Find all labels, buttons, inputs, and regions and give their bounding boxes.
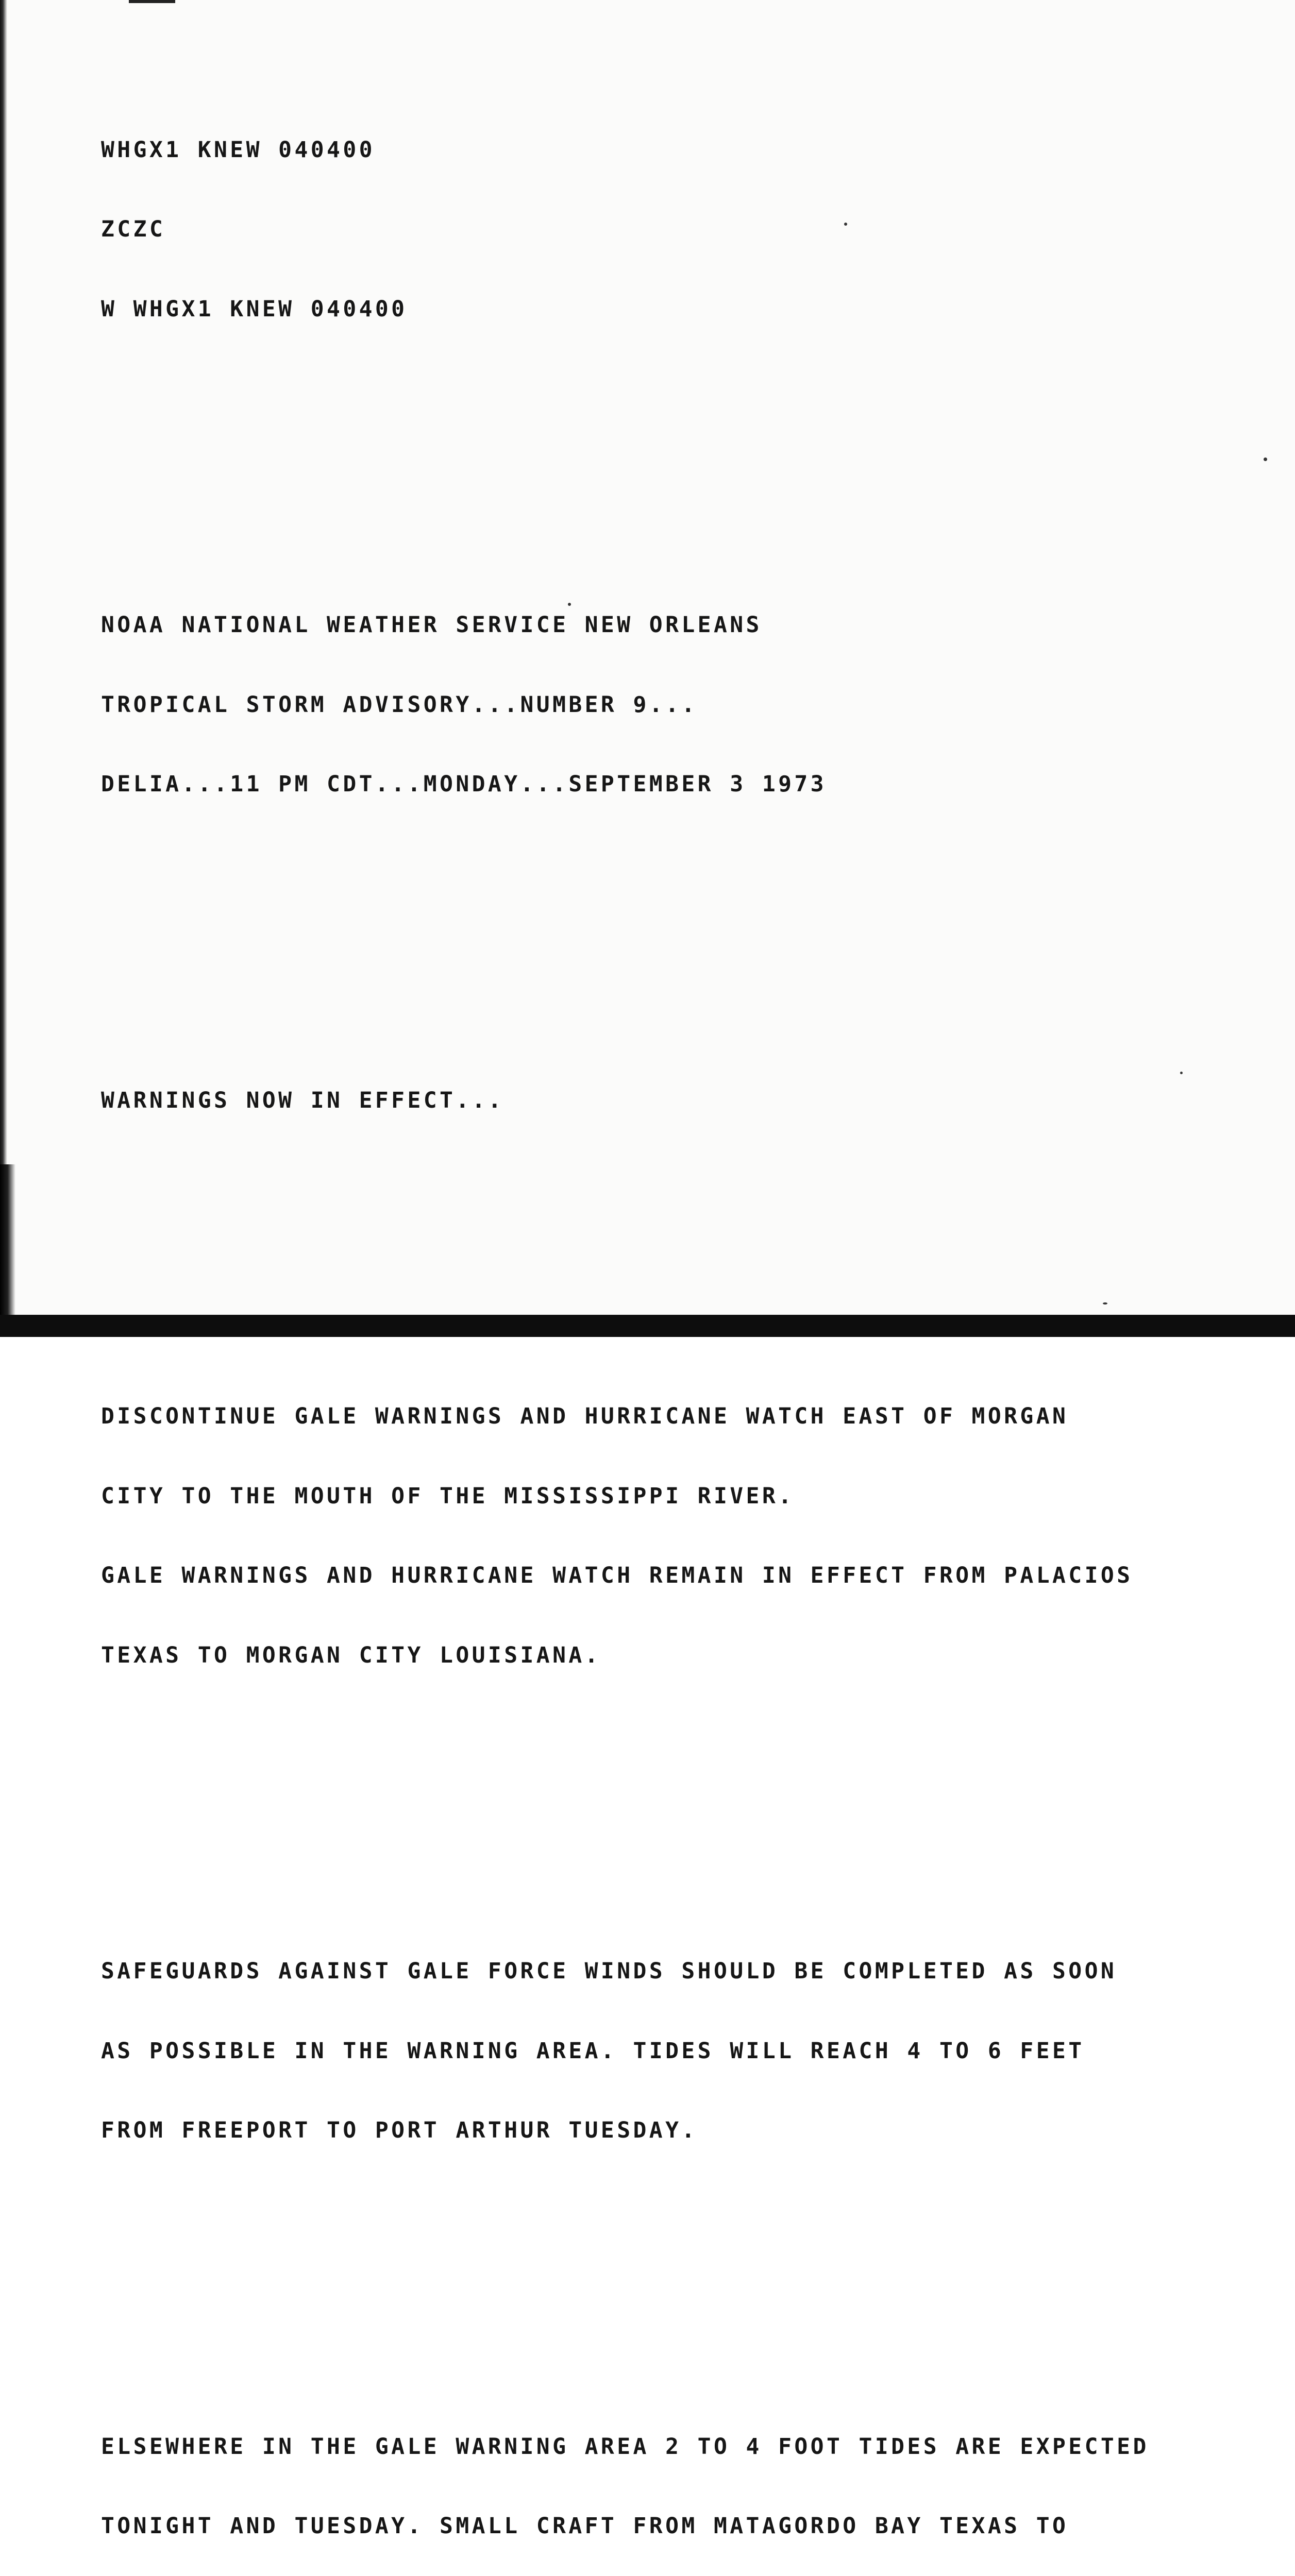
- paragraph-warnings: [101, 1350, 1255, 1722]
- spacer: [101, 1220, 1255, 1244]
- title-line: NOAA NATIONAL WEATHER SERVICE NEW ORLEANS: [101, 612, 1255, 639]
- text-line: ELSEWHERE IN THE GALE WARNING AREA 2 TO 4 FOOT TIDES ARE EXPECTED: [101, 2434, 1255, 2461]
- text-line: CITY TO THE MOUTH OF THE MISSISSIPPI RIVER.: [101, 1483, 1255, 1510]
- spacer: [101, 2250, 1255, 2275]
- text-line: TEXAS TO MORGAN CITY LOUISIANA.: [101, 1642, 1255, 1669]
- bottom-scan-edge: [0, 1315, 1295, 1337]
- message-header: [101, 84, 1255, 376]
- top-scan-artifact: [129, 0, 175, 3]
- text-line: WARNINGS NOW IN EFFECT...: [101, 1088, 1255, 1114]
- scan-speck: [1180, 1072, 1183, 1074]
- paragraph-warnings-heading: [101, 1035, 1255, 1167]
- text-line: SAFEGUARDS AGAINST GALE FORCE WINDS SHOULD BE COMPLETED AS SOON: [101, 1958, 1255, 1985]
- paragraph-tides: [101, 2381, 1255, 2576]
- text-line: AS POSSIBLE IN THE WARNING AREA. TIDES WILL REACH 4 TO 6 FEET: [101, 2038, 1255, 2065]
- scan-speck: [1264, 457, 1267, 461]
- advisory-text: [101, 4, 1255, 2576]
- text-line: GALE WARNINGS AND HURRICANE WATCH REMAIN IN EFFECT FROM PALACIOS: [101, 1563, 1255, 1589]
- text-line: DISCONTINUE GALE WARNINGS AND HURRICANE WATCH EAST OF MORGAN: [101, 1403, 1255, 1430]
- spacer: [101, 429, 1255, 453]
- spacer: [101, 904, 1255, 928]
- spacer: [101, 1775, 1255, 1799]
- left-scan-edge: [0, 0, 7, 1337]
- header-line: WHGX1 KNEW 040400: [101, 137, 1255, 164]
- title-line: TROPICAL STORM ADVISORY...NUMBER 9...: [101, 692, 1255, 719]
- paragraph-safeguards: [101, 1905, 1255, 2197]
- title-line: DELIA...11 PM CDT...MONDAY...SEPTEMBER 3 1973: [101, 771, 1255, 798]
- text-line: FROM FREEPORT TO PORT ARTHUR TUESDAY.: [101, 2117, 1255, 2144]
- text-line: TONIGHT AND TUESDAY. SMALL CRAFT FROM MATAGORDO BAY TEXAS TO: [101, 2513, 1255, 2540]
- advisory-title: [101, 559, 1255, 851]
- scan-speck: [568, 603, 571, 606]
- header-line: ZCZC: [101, 216, 1255, 243]
- header-line: W WHGX1 KNEW 040400: [101, 296, 1255, 323]
- scan-speck: [844, 223, 847, 226]
- scan-speck: [1103, 1302, 1107, 1304]
- left-scan-smudge: [0, 1164, 15, 1319]
